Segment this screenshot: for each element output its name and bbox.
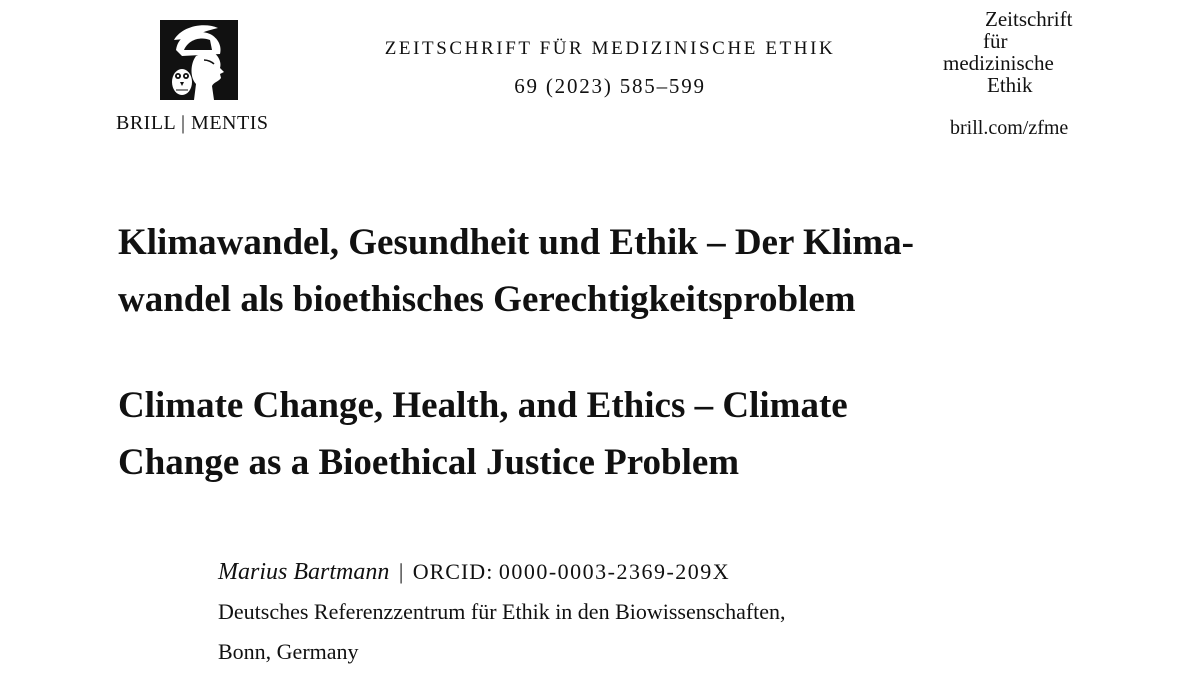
author-affiliation-line: Bonn, Germany (218, 639, 359, 664)
title-line: Climate Change, Health, and Ethics – Climate (118, 385, 848, 426)
orcid-id-link[interactable]: 0000-0003-2369-209X (498, 559, 731, 584)
author-separator: | (398, 559, 404, 584)
article-title-english (118, 377, 1078, 491)
journal-header (330, 38, 890, 99)
author-name: Marius Bartmann (218, 559, 390, 585)
journal-wordmark-line: Ethik (987, 73, 1033, 97)
title-line: Change as a Bioethical Justice Problem (118, 442, 740, 483)
title-line: Klimawandel, Gesundheit und Ethik – Der Klima- (118, 222, 914, 263)
journal-wordmark (935, 8, 1095, 96)
title-line: wandel als bioethisches Gerechtigkeitsproblem (118, 279, 856, 320)
journal-wordmark-line: für (983, 29, 1008, 53)
journal-name: ZEITSCHRIFT FÜR MEDIZINISCHE ETHIK (384, 38, 836, 59)
journal-wordmark-line: Zeitschrift (985, 7, 1073, 31)
author-block (218, 552, 1118, 672)
publisher-name: BRILL | MENTIS (116, 112, 269, 134)
author-line (218, 552, 1118, 592)
author-affiliation-line: Deutsches Referenzzentrum für Ethik in den Biowissenschaften, (218, 599, 786, 624)
article-title-german (118, 214, 1078, 328)
orcid-label: ORCID: (412, 559, 494, 584)
athena-owl-logo-icon (160, 20, 238, 100)
journal-url-link[interactable]: brill.com/zfme (950, 117, 1069, 139)
journal-wordmark-line: medizinische (943, 51, 1054, 75)
journal-issue: 69 (2023) 585–599 (514, 74, 706, 98)
